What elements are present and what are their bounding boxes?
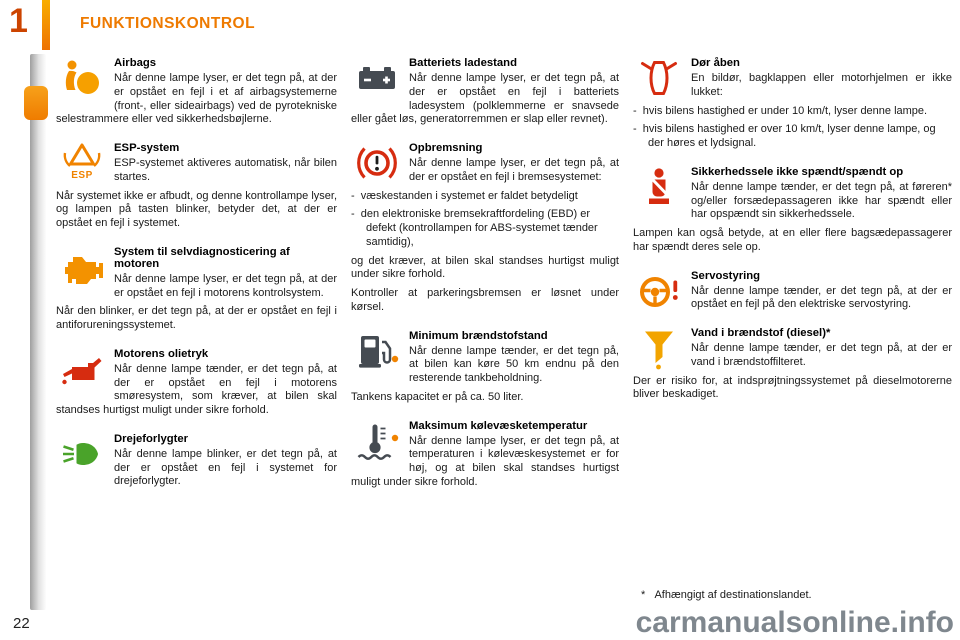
item-title: Drejeforlygter xyxy=(114,432,189,445)
side-strip xyxy=(30,54,46,610)
item-paragraph: Når denne lampe lyser, er det tegn på, at temperaturen i kølevæskesystemet er for høj, og at bilen skal standses hurtigst muligt under sikre forhold. xyxy=(351,434,619,488)
item-title: Vand i brændstof (diesel)* xyxy=(691,327,831,339)
warning-item-coolant-temp xyxy=(351,419,619,495)
airbag-warning-icon xyxy=(59,56,105,100)
warning-item-esp xyxy=(56,141,337,236)
item-paragraph: Når denne lampe tænder, er det tegn på, at bilen kan køre 50 km endnu på den resterende tankbeholdning. xyxy=(409,344,619,384)
esp-warning-icon xyxy=(59,141,105,181)
item-paragraph: Når denne lampe lyser, er det tegn på, at der er opstået en fejl i motorens kontrolsystem. xyxy=(114,272,337,299)
item-title: Minimum brændstofstand xyxy=(409,329,548,342)
item-paragraph: Når den blinker, er det tegn på, at der er opstået en fejl i antiforureningssystemet. xyxy=(56,305,337,331)
header-accent-bar xyxy=(42,0,50,50)
check-engine-icon xyxy=(59,245,105,289)
item-bullet: - væskestanden i systemet er faldet betydeligt xyxy=(351,189,578,202)
warning-item-water-in-fuel xyxy=(633,326,952,407)
content-area xyxy=(56,56,952,612)
column-2 xyxy=(351,56,619,612)
item-paragraph: Kontroller at parkeringsbremsen er løsnet under kørsel. xyxy=(351,287,619,313)
item-paragraph: Der er risiko for, at indsprøjtningssystemet på dieselmotorerne bliver beskadiget. xyxy=(633,374,952,401)
oil-pressure-icon xyxy=(59,347,105,391)
item-title: Batteriets ladestand xyxy=(409,57,517,69)
warning-item-airbags xyxy=(56,56,337,132)
warning-item-seatbelt xyxy=(633,165,952,260)
column-3 xyxy=(633,56,952,612)
item-title: Motorens olietryk xyxy=(114,347,209,360)
item-title: Servostyring xyxy=(691,269,761,282)
chapter-number: 1 xyxy=(9,2,28,40)
door-open-icon xyxy=(636,56,682,100)
item-paragraph: Når systemet ikke er afbudt, og denne kontrollampe lyser, og lampen på tasten blinker, betyder det, at der er opstået en fejl i systemet. xyxy=(56,189,337,229)
warning-item-braking xyxy=(351,141,619,320)
item-title: ESP-system xyxy=(114,142,180,154)
item-paragraph: Tankens kapacitet er på ca. 50 liter. xyxy=(351,390,524,403)
item-title: System til selvdiagnosticering af motoren xyxy=(114,245,290,270)
item-paragraph: Når denne lampe lyser, er det tegn på, at der er opstået en fejl i et af airbagsystemerne (front-, eller sideairbags) ved de pyrotekniske selestrammere eller ved sikkerhedsbøjlerne. xyxy=(56,72,337,126)
item-title: Maksimum kølevæsketemperatur xyxy=(409,419,588,432)
steering-wheel-icon xyxy=(636,269,682,313)
item-bullet: - hvis bilens hastighed er under 10 km/t, lyser denne lampe. xyxy=(633,104,928,117)
esp-icon-label: ESP xyxy=(71,170,93,181)
warning-item-battery-charge xyxy=(351,56,619,132)
warning-item-engine-diagnosis xyxy=(56,245,337,338)
seatbelt-icon xyxy=(636,165,682,209)
item-title: Airbags xyxy=(114,57,157,69)
item-paragraph: Når denne lampe tænder, er det tegn på, at der er vand i brændstoffilteret. xyxy=(691,342,952,368)
item-paragraph: Når denne lampe tænder, er det tegn på, at der er opstået en fejl på den elektriske servostyring. xyxy=(691,284,952,311)
column-1 xyxy=(56,56,337,612)
item-paragraph: Når denne lampe tænder, er det tegn på, at føreren* og/eller forsædepassageren ikke har spændt eller har opspændt sin sikkerhedssele. xyxy=(691,180,952,221)
chapter-tab xyxy=(24,86,48,120)
brake-warning-icon xyxy=(354,141,400,185)
item-paragraph: Når denne lampe lyser, er det tegn på, at der er opstået en fejl i bremsesystemet: xyxy=(409,157,619,183)
item-title: Sikkerhedssele ikke spændt/spændt op xyxy=(691,165,904,178)
footnote: * Afhængigt af destinationslandet. xyxy=(641,589,812,601)
warning-item-oil-pressure xyxy=(56,347,337,423)
item-paragraph: ESP-systemet aktiveres automatisk, når bilen startes. xyxy=(114,157,337,183)
item-title: Dør åben xyxy=(691,57,740,69)
item-paragraph: Når denne lampe blinker, er det tegn på, at der er opstået en fejl i systemet for drejeforlygter. xyxy=(114,447,337,488)
watermark: carmanualsonline.info xyxy=(635,606,954,639)
battery-icon xyxy=(354,56,400,100)
item-paragraph: Når denne lampe tænder, er det tegn på, at der er opstået en fejl i motorens smøresystem, som kræver, at bilen skal standses hurtigst muligt under sikre forhold. xyxy=(56,362,337,416)
item-paragraph: og det kræver, at bilen skal standses hurtigst muligt under sikre forhold. xyxy=(351,254,619,281)
item-paragraph: En bildør, bagklappen eller motorhjelmen er ikke lukket: xyxy=(691,72,952,98)
coolant-temperature-icon xyxy=(354,419,400,463)
item-paragraph: Lampen kan også betyde, at en eller flere bagsædepassagerer har spændt deres sele op. xyxy=(633,227,952,253)
page-title: FUNKTIONSKONTROL xyxy=(80,15,256,32)
cornering-lamp-icon xyxy=(59,432,105,476)
warning-item-fuel-low xyxy=(351,329,619,410)
item-title: Opbremsning xyxy=(409,142,483,154)
warning-item-power-steering xyxy=(633,269,952,318)
page-number: 22 xyxy=(13,615,30,632)
fuel-pump-icon xyxy=(354,329,400,373)
warning-item-cornering-lamps xyxy=(56,432,337,494)
item-bullet: - hvis bilens hastighed er over 10 km/t, lyser denne lampe, og der høres et lydsignal. xyxy=(633,123,936,149)
item-bullet: - den elektroniske bremsekraftfordeling (EBD) er defekt (kontrollampen for ABS-systemet tænder samtidig), xyxy=(351,208,598,248)
item-paragraph: Når denne lampe lyser, er det tegn på, at der er opstået en fejl i batteriets ladesystem (polklemmerne er snavsede eller gået løs, generatorremmen er slap eller revnet). xyxy=(351,72,619,126)
water-in-fuel-icon xyxy=(636,326,682,370)
warning-item-door-open xyxy=(633,56,952,156)
